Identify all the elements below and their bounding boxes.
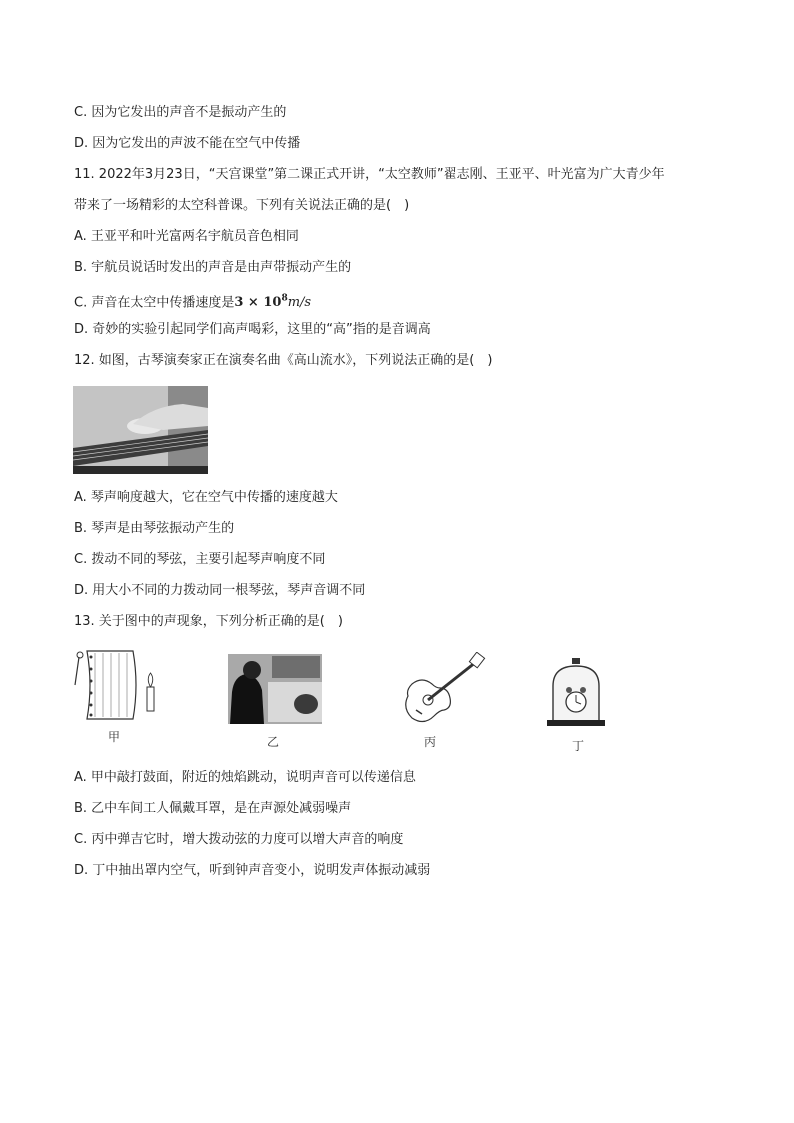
guitar-figure — [398, 652, 488, 724]
caption-jia: 甲 — [108, 730, 121, 744]
bell-jar-clock-figure — [543, 658, 609, 730]
q13-option-b: B. 乙中车间工人佩戴耳罩，是在声源处减弱噪声 — [74, 801, 352, 816]
q13-option-a: A. 甲中敲打鼓面，附近的烛焰跳动，说明声音可以传递信息 — [74, 770, 416, 785]
q12-stem: 12. 如图，古琴演奏家正在演奏名曲《高山流水》，下列说法正确的是( ) — [74, 353, 493, 368]
speed-exponent: 8 — [281, 294, 288, 304]
drum-candle-figure — [73, 645, 163, 725]
q12-option-b: B. 琴声是由琴弦振动产生的 — [74, 521, 235, 536]
speed-formula — [234, 295, 311, 310]
speed-coefficient: 3 × 10 — [234, 295, 282, 311]
q11-stem-line2: 带来了一场精彩的太空科普课。下列有关说法正确的是( ) — [74, 198, 410, 213]
caption-ding: 丁 — [572, 739, 585, 753]
q11-option-a: A. 王亚平和叶光富两名宇航员音色相同 — [74, 229, 299, 244]
q11-option-c — [74, 290, 311, 312]
q13-stem: 13. 关于图中的声现象，下列分析正确的是( ) — [74, 614, 343, 629]
q12-option-d: D. 用大小不同的力拨动同一根琴弦，琴声音调不同 — [74, 583, 366, 598]
q11-option-d: D. 奇妙的实验引起同学们高声喝彩，这里的“高”指的是音调高 — [74, 322, 431, 337]
q11-stem-line1: 11. 2022年3月23日，“天宫课堂”第二课正式开讲，“太空教师”翟志刚、王亚平、叶光富为广大青少年 — [74, 167, 665, 182]
guqin-player-photo — [73, 386, 208, 474]
caption-yi: 乙 — [267, 735, 280, 749]
q12-option-c: C. 拨动不同的琴弦，主要引起琴声响度不同 — [74, 552, 326, 567]
workshop-worker-photo — [228, 654, 322, 724]
q11-option-c-text: C. 声音在太空中传播速度是 — [74, 295, 235, 311]
q10-option-d: D. 因为它发出的声波不能在空气中传播 — [74, 136, 301, 151]
caption-bing: 丙 — [424, 735, 437, 749]
q10-option-c: C. 因为它发出的声音不是振动产生的 — [74, 105, 287, 120]
q13-option-c: C. 丙中弹吉它时，增大拨动弦的力度可以增大声音的响度 — [74, 832, 404, 847]
speed-unit: m/s — [287, 295, 312, 311]
q13-option-d: D. 丁中抽出罩内空气，听到钟声音变小，说明发声体振动减弱 — [74, 863, 431, 878]
q11-option-b: B. 宇航员说话时发出的声音是由声带振动产生的 — [74, 260, 352, 275]
q12-option-a: A. 琴声响度越大，它在空气中传播的速度越大 — [74, 490, 338, 505]
